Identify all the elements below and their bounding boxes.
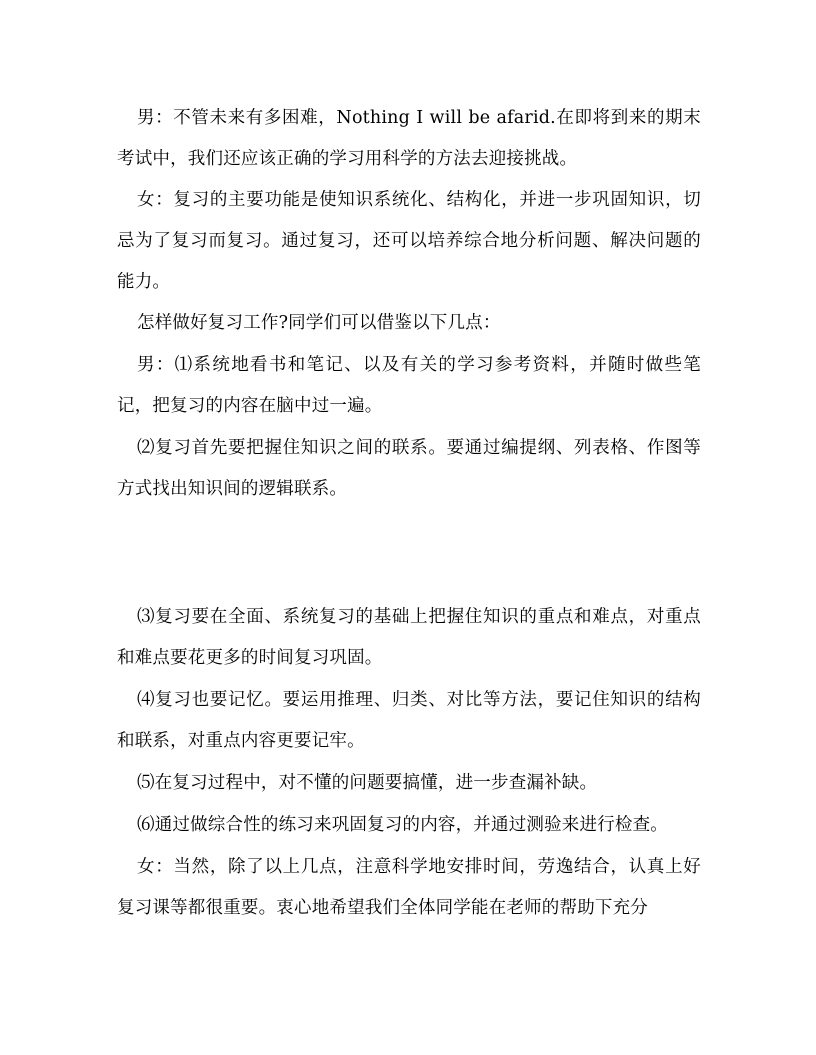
paragraph-tip-5: ⑸在复习过程中，对不懂的问题要搞懂，进一步查漏补缺。	[137, 773, 598, 793]
paragraph-how-to-review: 怎样做好复习工作?同学们可以借鉴以下几点：	[137, 313, 501, 333]
paragraph-tip-1: 男：⑴系统地看书和笔记、以及有关的学习参考资料，并随时做些笔记，把复习的内容在脑中过一遍。	[117, 355, 701, 416]
paragraph-tip-2: ⑵复习首先要把握住知识之间的联系。要通过编提纲、列表格、作图等方式找出知识间的逻辑联系。	[117, 438, 701, 499]
paragraph-female-review-function: 女：复习的主要功能是使知识系统化、结构化，并进一步巩固知识，切忌为了复习而复习。通过复习，还可以培养综合地分析问题、解决问题的能力。	[117, 190, 701, 292]
paragraph-tip-6: ⑹通过做综合性的练习来巩固复习的内容，并通过测验来进行检查。	[137, 815, 668, 835]
paragraph-tip-3: ⑶复习要在全面、系统复习的基础上把握住知识的重点和难点，对重点和难点要花更多的时间复习巩固。	[117, 607, 701, 668]
paragraph-male-intro: 男：不管未来有多困难，Nothing I will be afarid.在即将到来的期末考试中，我们还应该正确的学习用科学的方法去迎接挑战。	[117, 108, 701, 169]
paragraph-female-closing: 女：当然，除了以上几点，注意科学地安排时间，劳逸结合，认真上好复习课等都很重要。衷心地希望我们全体同学能在老师的帮助下充分	[117, 857, 701, 918]
paragraph-tip-4: ⑷复习也要记忆。要运用推理、归类、对比等方法，要记住知识的结构和联系，对重点内容更要记牢。	[117, 690, 701, 751]
